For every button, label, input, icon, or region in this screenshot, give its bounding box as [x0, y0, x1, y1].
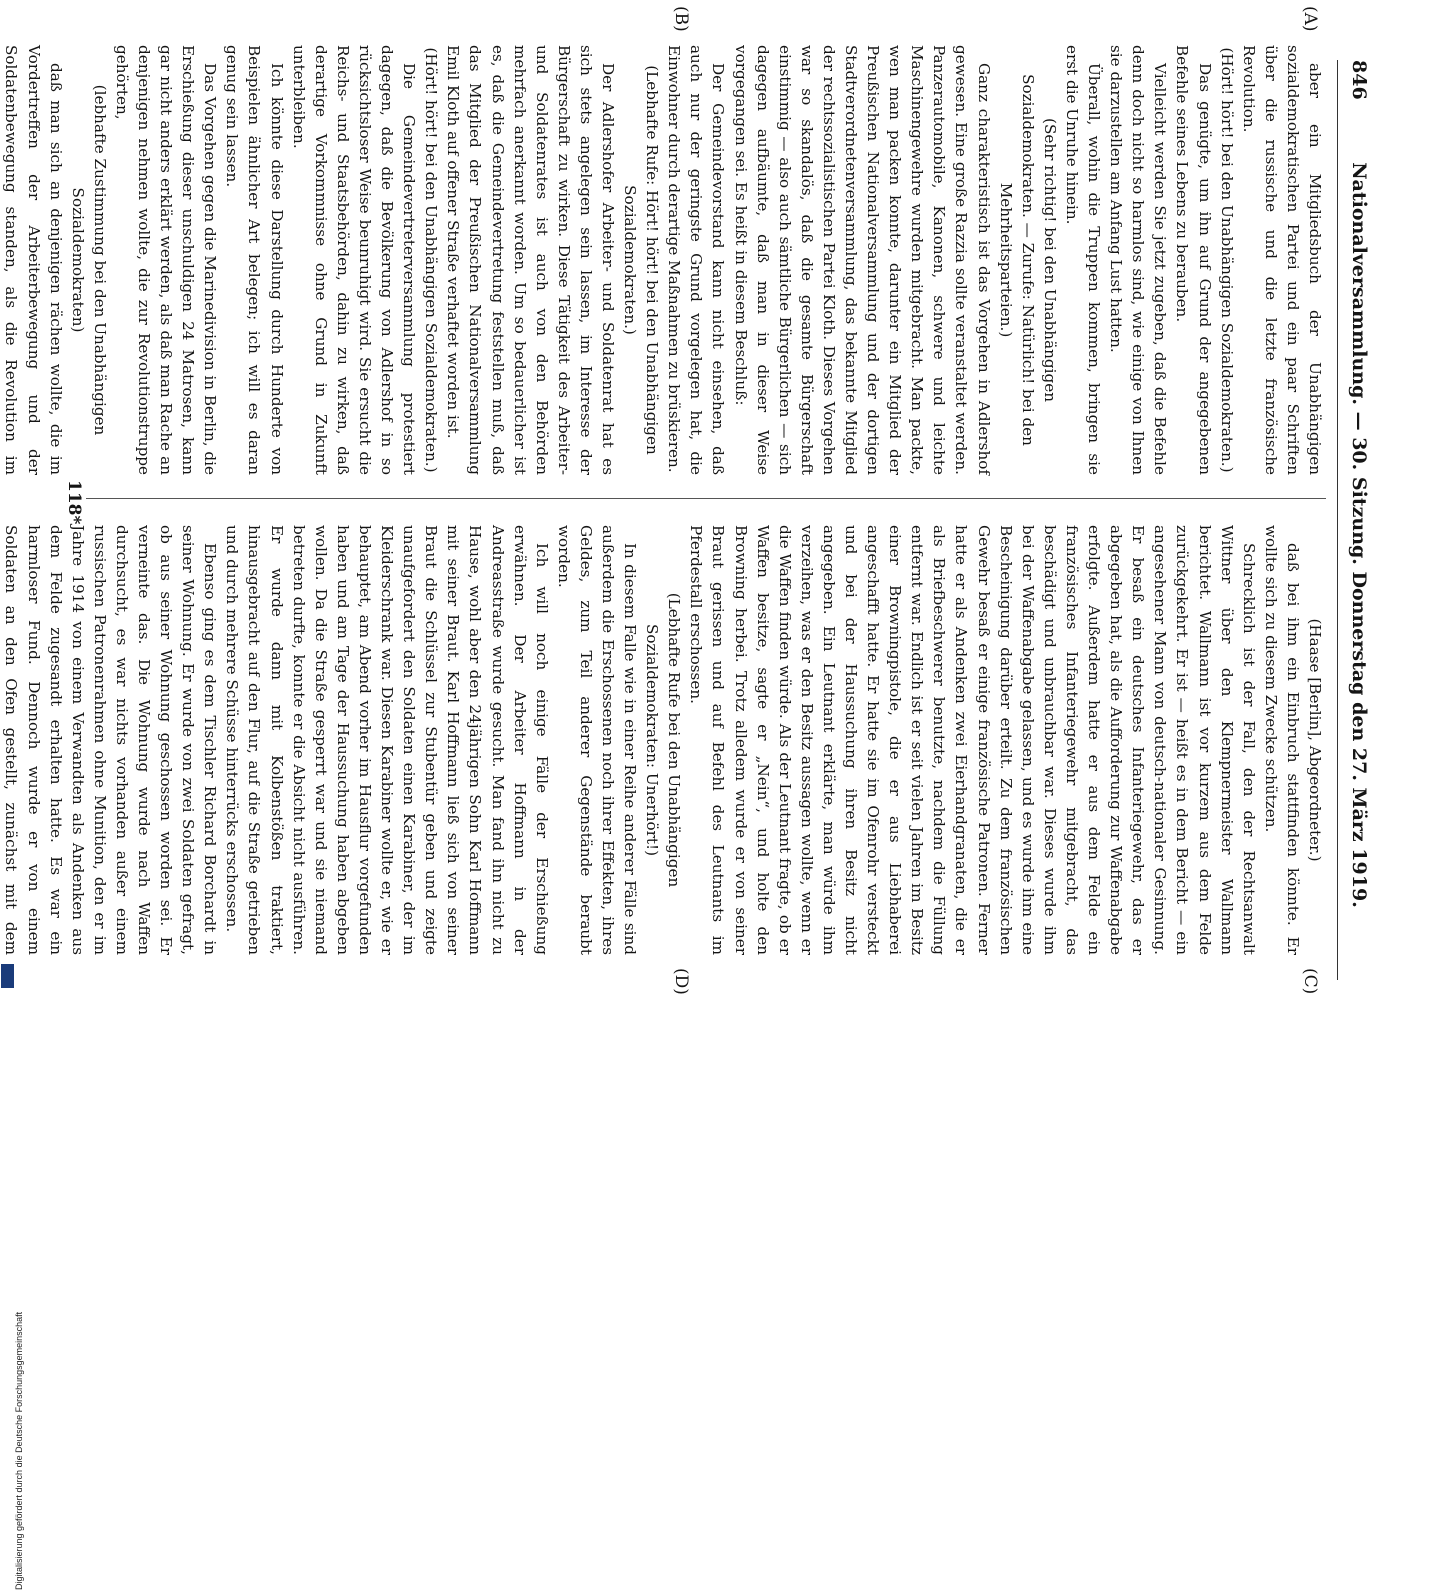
interjection: (Hört! hört! bei den Unabhängigen Sozialdemokraten.)	[1217, 47, 1236, 473]
interjection: (Sehr richtig! bei den Unabhängigen Sozialdemokraten. — Zurufe: Natürlich! bei den Mehrheitsparteien.)	[996, 74, 1059, 446]
scanned-page	[2, 6, 1384, 1000]
quotation: Der Adlershofer Arbeiter- und Soldatenrat hat es sich stets angelegen sein lassen, im Interesse der Bürgerschaft zu wirken. Diese Tätigkeit des Arbeiter- und Soldatenrates ist auch von den Behörden mehrfach anerkannt worden. Um so bedauerlicher ist es, daß die Gemeindevertretung feststellen muß, daß das Mitglied der Preußischen Nationalversammlung Emil Kloth auf offener Straße verhaftet worden ist.	[444, 45, 617, 475]
paragraph: Das Vorgehen gegen die Marinedivision in Berlin, die Erschießung dieser unschuldigen 24 Matrosen, kann gar nicht anders erklärt werden, als daß man Rache an denjenigen nehmen wollte, die zur Revolutionstruppe gehörten,	[112, 45, 220, 475]
interjection: (Lebhafte Rufe bei den Unabhängigen Sozialdemokraten: Unerhört!)	[643, 592, 684, 888]
paragraph: In diesem Falle wie in einer Reihe anderer Fälle sind außerdem die Erschossenen noch ihrer Effekten, ihres Geldes, zum Teil anderer Gegenstände beraubt worden.	[554, 525, 640, 955]
paragraph: Ich will noch einige Fälle der Erschießung erwähnen. Der Arbeiter Hoffmann in der Andreasstraße wurde gesucht. Man fand ihn nicht zu Hause, wohl aber den 24jährigen Sohn Karl Hoffmann mit seiner Braut. Karl Hoffmann ließ sich von seiner Braut die Schlüssel zur Stubentür geben und zeigte unaufgefordert den Soldaten einen Karabiner, der im Kleiderschrank war. Diesen Karabiner wollte er, wie er behauptet, am Abend vorher im Hausflur vorgefunden haben und am Tage der Haussuchung haben abgeben wollen. Da die Straße gesperrt war und sie niemand betreten durfte, konnte er die Absicht nicht ausführen. Er wurde dann mit Kolbenstößen traktiert, hinausgebracht auf den Flur, auf die Straße getrieben und durch mehrere Schüsse hinterrücks erschossen.	[223, 525, 551, 955]
dfg-logo-icon	[1, 964, 14, 988]
margin-mark-a: (A)	[1300, 6, 1320, 32]
speaker-line: (Haase [Berlin], Abgeordneter.)	[1306, 618, 1324, 862]
paragraph: Vielleicht werden Sie jetzt zugeben, daß die Befehle denn doch nicht so harmlos sind, wie einige von Ihnen sie darzustellen am Anfang Lust hatten.	[1107, 45, 1170, 475]
running-title: Nationalversammlung. — 30. Sitzung. Donnerstag den 27. März 1919.	[1348, 162, 1370, 908]
right-column	[2, 525, 1326, 955]
column-divider	[86, 498, 1326, 499]
margin-mark-d: (D)	[671, 968, 691, 995]
paragraph: aber ein Mitgliedsbuch der Unabhängigen sozialdemokratischen Partei und ein paar Schriften über die russische und die letzte französische Revolution.	[1239, 45, 1324, 475]
margin-mark-b: (B)	[671, 6, 691, 32]
page-number: 846	[1348, 60, 1370, 100]
page-header	[1337, 60, 1374, 980]
paragraph: Das genügte, um ihn auf Grund der angegebenen Befehle seines Lebens zu berauben.	[1173, 45, 1214, 475]
margin-mark-c: (C)	[1300, 968, 1320, 995]
footer-number: 118*	[64, 480, 84, 525]
paragraph: Schrecklich ist der Fall, den der Rechtsanwalt Wittner über den Klempnermeister Wallmann berichtet. Wallmann ist vor kurzem aus dem Felde zurückgekehrt. Er ist — heißt es in dem Bericht — ein angesehener Mann von deutsch-nationaler Gesinnung. Er besaß ein deutsches Infanteriegewehr, das er abgegeben hat, als die Aufforderung zur Waffenabgabe erfolgte. Außerdem hatte er aus dem Felde ein französisches Infanteriegewehr mitgebracht, das beschädigt und unbrauchbar war. Dieses wurde ihm bei der Waffenabgabe gelassen, und es wurde ihm eine Bescheinigung darüber erteilt. Zu dem französischen Gewehr besaß er einige französische Patronen. Ferner hatte er als Andenken zwei Eierhandgranaten, die er als Briefbeschwerer benutzte, nachdem die Füllung entfernt war. Endlich ist er seit vielen Jahren im Besitz einer Browningpistole, die er aus Liebhaberei angeschafft hatte. Er hatte sie im Ofenrohr versteckt und bei der Haussuchung ihren Besitz nicht angegeben. Ein Leutnant erklärte, man würde ihm verzeihen, was er den Besitz aussagen wollte, wenn er die Waffen finden würde. Als der Leutnant fragte, ob er Waffen besitze, sagte er „Nein“, und holte den Browning herbei. Trotz alledem wurde er von seiner Braut gerissen und auf Befehl des Leutnants im Pferdestall erschossen.	[687, 525, 1258, 955]
paragraph: Ich könnte diese Darstellung durch Hunderte von Beispielen ähnlicher Art belegen; ich will es daran genug sein lassen.	[223, 45, 286, 475]
quotation: Die Gemeindevertreterversammlung protestiert dagegen, daß die Bevölkerung von Adlershof in so rücksichtsloser Weise beunruhigt wird. Sie ersucht die Reichs- und Staatsbehörden, dahin zu wirken, daß derartige Vorkommnisse ohne Grund in Zukunft unterbleiben.	[289, 45, 419, 475]
paragraph: Ganz charakteristisch ist das Vorgehen in Adlershof gewesen. Eine große Razzia sollte veranstaltet werden. Panzerautomobile, Kanonen, schwere und leichte Maschinengewehre wurden mitgebracht. Man packte, wen man packen konnte, darunter ein Mitglied der Preußischen Nationalversammlung und der dortigen Stadtverordnetenversammlung, das bekannte Mitglied der rechtssozialistischen Partei Kloth. Dieses Vorgehen war so skandalös, daß die gesamte Bürgerschaft einstimmig — also auch sämtliche Bürgerlichen — sich dagegen aufbäumte, daß man in dieser Weise vorgegangen sei. Es heißt in diesem Beschluß:	[731, 45, 993, 475]
paragraph: Überall, wohin die Truppen kommen, bringen sie erst die Unruhe hinein.	[1062, 45, 1104, 475]
interjection: (lebhafte Zustimmung bei den Unabhängigen Sozialdemokraten)	[68, 84, 109, 436]
interjection: (Hört! hört! bei den Unabhängigen Sozialdemokraten.)	[422, 47, 441, 473]
quotation: Der Gemeindevorstand kann nicht einsehen, daß auch nur der geringste Grund vorgelegen hat, die Einwohner durch derartige Maßnahmen zu brüskieren.	[665, 45, 728, 475]
paragraph: Ebenso ging es dem Tischler Richard Borchardt in seiner Wohnung. Er wurde von zwei Soldaten gefragt, ob aus seiner Wohnung geschossen worden sei. Er verneinte das. Die Wohnung wurde nach Waffen durchsucht, es war nichts vorhanden außer einem russischen Patronenrahmen ohne Munition, den er im Jahre 1914 von einem Verwandten als Andenken aus dem Felde zugesandt erhalten hatte. Es war ein harmloser Fund. Dennoch wurde er von einem Soldaten an den Ofen gestellt, zunächst mit dem	[2, 525, 220, 955]
paragraph: daß man sich an denjenigen rächen wollte, die im Vordertreffen der Arbeiterbewegung und der Soldatenbewegung standen, als die Revolution im	[2, 45, 65, 475]
interjection: (Lebhafte Rufe: Hört! hört! bei den Unabhängigen Sozialdemokraten.)	[621, 65, 662, 455]
left-column	[2, 45, 1326, 475]
paragraph: daß bei ihm ein Einbruch stattfinden könnte. Er wollte sich zu diesem Zwecke schützen.	[1261, 525, 1302, 955]
digitization-credit: Digitalisierung gefördert durch die Deutsche Forschungsgemeinschaft	[14, 1311, 24, 1590]
